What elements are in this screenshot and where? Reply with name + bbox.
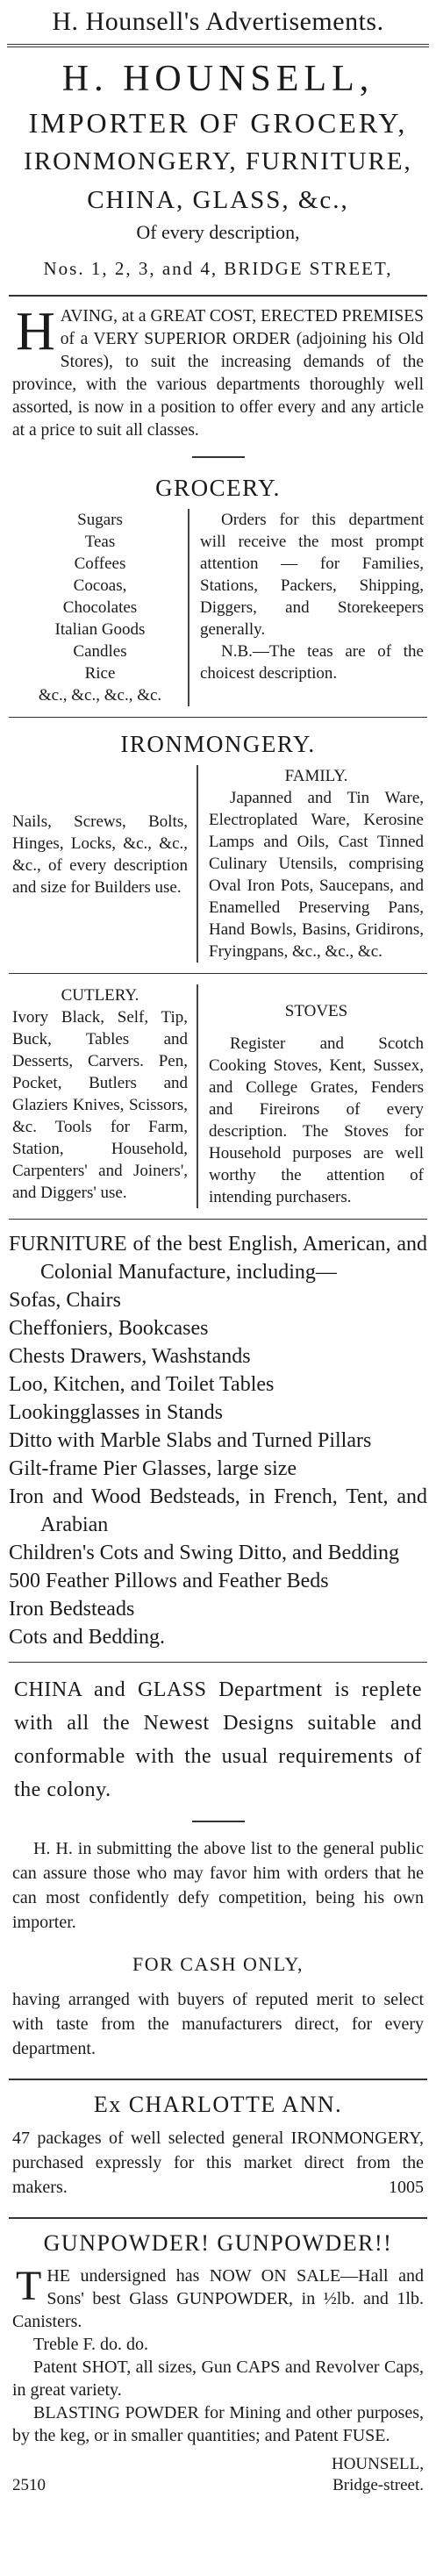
- merchant-name: H. HOUNSELL,: [61, 59, 375, 99]
- stoves-column: [197, 984, 424, 1208]
- hounsell-masthead: [0, 54, 436, 286]
- grocery-item: Rice: [84, 664, 116, 683]
- charlotte-ann-ref: 1005: [389, 2178, 424, 2197]
- grocery-item: Teas: [84, 533, 116, 551]
- gunpowder-sig-name: HOUNSELL,: [331, 2455, 424, 2473]
- stoves-text: Register and Scotch Cooking Stoves, Kent, Sussex, and College Grates, Fenders and Fireirons of every description. The Stoves for Household purposes are well worthy the attention of intending purchasers.: [209, 1034, 424, 1206]
- gunpowder-line-2: Treble F. do. do.: [33, 2335, 149, 2354]
- divider: [9, 2079, 427, 2080]
- gunpowder-text-3: Patent SHOT, all sizes, Gun CAPS and Revolver Caps, in great variety.: [12, 2358, 424, 2400]
- family-text: Japanned and Tin Ware, Electroplated Ware, Kerosine Lamps and Oils, Cast Tinned Culinary Utensils, comprising Oval Iron Pots, Saucepans, and Enamelled Preserving Pans, Hand Bowls, Basins, Gridirons, Fryingpans, &c., &c., &c.: [209, 789, 424, 961]
- grocery-item: &c., &c., &c., &c.: [38, 686, 162, 705]
- gunpowder-footer: [12, 2475, 424, 2496]
- grocery-orders: [188, 509, 424, 706]
- gunpowder-sig-place: Bridge-street.: [332, 2476, 424, 2494]
- grocery-item: Italian Goods: [54, 620, 146, 639]
- furniture-item: Iron and Wood Bedsteads, in French, Tent, and Arabian: [9, 1485, 427, 1536]
- grocery-items: [12, 509, 188, 706]
- stoves-title: STOVES: [284, 1002, 348, 1020]
- family-title: FAMILY.: [284, 767, 348, 785]
- furniture-item: Cheffoniers, Bookcases: [9, 1317, 209, 1340]
- intro-dropcap: H: [16, 305, 55, 361]
- cash-paragraph: having arranged with buyers of reputed merit to select with taste from the manufacturers direct, for every department.: [12, 1990, 424, 2058]
- intro-text: AVING, at a GREAT COST, ERECTED PREMISES of a VERY SUPERIOR ORDER (adjoining his Old Stores), to suit the increasing demands of the province, with the various departments thoroughly well assorted, is now in a position to offer every and any article at a price to suit all classes.: [12, 307, 424, 440]
- charlotte-ann-text: 47 packages of well selected general IRONMONGERY, purchased expressly for this market direct from the makers.: [12, 2129, 424, 2197]
- grocery-section: [12, 509, 424, 706]
- furniture-item: Chests Drawers, Washstands: [9, 1345, 251, 1368]
- furniture-section: [9, 1230, 427, 1651]
- grocery-note: N.B.—The teas are of the choicest description.: [200, 642, 424, 683]
- cutlery-text: Ivory Black, Self, Tip, Buck, Tables and Desserts, Carvers. Pen, Pocket, Butlers and Glaziers Knives, Scissors, &c. Tools for Farm, Station, Household, Carpenters' and Joiners', and Diggers' use.: [12, 1008, 188, 1202]
- furniture-item: 500 Feather Pillows and Feather Beds: [9, 1570, 329, 1592]
- china-glass-paragraph: CHINA and GLASS Department is replete with all the Newest Designs suitable and conformable with the usual requirements of the colony.: [14, 1678, 422, 1801]
- furniture-item: Ditto with Marble Slabs and Turned Pillars: [9, 1429, 372, 1452]
- gunpowder-ref: 2510: [12, 2476, 46, 2494]
- furniture-item: Lookingglasses in Stands: [9, 1401, 223, 1424]
- divider: [9, 2217, 427, 2219]
- masthead-line-4: Of every description,: [136, 221, 300, 243]
- furniture-item: Loo, Kitchen, and Toilet Tables: [9, 1373, 275, 1396]
- furniture-item: Children's Cots and Swing Ditto, and Bedding: [9, 1542, 399, 1564]
- page-header-title: H. Hounsell's Advertisements.: [7, 0, 429, 47]
- ironmongery-builders: [12, 765, 197, 962]
- cutlery-title: CUTLERY.: [61, 986, 139, 1005]
- charlotte-ann-paragraph: [12, 2126, 424, 2200]
- divider: [9, 1662, 427, 1663]
- grocery-item: Chocolates: [62, 598, 138, 617]
- cutlery-stoves-section: [12, 984, 424, 1208]
- closing-paragraph: H. H. in submitting the above list to the general public can assure those who may favor him with orders that he can most confidently defy competition, being his own importer.: [12, 1839, 424, 1932]
- business-address: Nos. 1, 2, 3, and 4, BRIDGE STREET,: [43, 258, 393, 279]
- ironmongery-section: [12, 765, 424, 962]
- masthead-line-1: IMPORTER OF GROCERY,: [28, 107, 408, 139]
- gunpowder-text-1: HE undersigned has NOW ON SALE—Hall and Sons' best Glass GUNPOWDER, in ½lb. and 1lb. Canisters.: [12, 2266, 424, 2331]
- furniture-intro: FURNITURE of the best English, American, and Colonial Manufacture, including—: [9, 1233, 427, 1284]
- furniture-item: Gilt-frame Pier Glasses, large size: [9, 1457, 297, 1480]
- furniture-item: Iron Bedsteads: [9, 1598, 135, 1621]
- grocery-item: Candles: [73, 642, 127, 661]
- cash-title: FOR CASH ONLY,: [132, 1953, 304, 1975]
- gunpowder-title: GUNPOWDER! GUNPOWDER!!: [43, 2230, 393, 2256]
- furniture-item: Cots and Bedding.: [9, 1626, 165, 1649]
- divider: [192, 456, 245, 458]
- intro-paragraph: [12, 305, 424, 442]
- divider: [9, 717, 427, 718]
- ironmongery-family: [197, 765, 424, 962]
- ironmongery-title: IRONMONGERY.: [120, 731, 316, 757]
- ironmongery-builders-text: Nails, Screws, Bolts, Hinges, Locks, &c., &c., &c., of every description and size for Builders use.: [12, 812, 188, 897]
- divider: [192, 1821, 245, 1822]
- gunpowder-signature: [12, 2454, 424, 2475]
- gunpowder-dropcap: T: [16, 2265, 42, 2309]
- grocery-item: Coffees: [74, 555, 126, 573]
- masthead-line-3: CHINA, GLASS, &c.,: [87, 186, 349, 214]
- grocery-title: GROCERY.: [155, 475, 281, 501]
- cutlery-column: [12, 984, 197, 1208]
- grocery-item: Sugars: [77, 511, 123, 529]
- gunpowder-paragraph-1: [12, 2265, 424, 2333]
- furniture-item: Sofas, Chairs: [9, 1289, 121, 1312]
- divider: [9, 1219, 427, 1220]
- divider: [9, 973, 427, 974]
- grocery-orders-text: Orders for this department will receive the most prompt attention — for Families, Stations, Packers, Shipping, Diggers, and Storekeepers generally.: [200, 511, 424, 639]
- charlotte-ann-title: Ex CHARLOTTE ANN.: [93, 2092, 343, 2117]
- grocery-item: Cocoas,: [73, 576, 127, 595]
- divider: [9, 295, 427, 297]
- masthead-line-2: IRONMONGERY, FURNITURE,: [24, 147, 412, 175]
- gunpowder-text-4: BLASTING POWDER for Mining and other purposes, by the keg, or in smaller quantities; and Patent FUSE.: [12, 2403, 424, 2445]
